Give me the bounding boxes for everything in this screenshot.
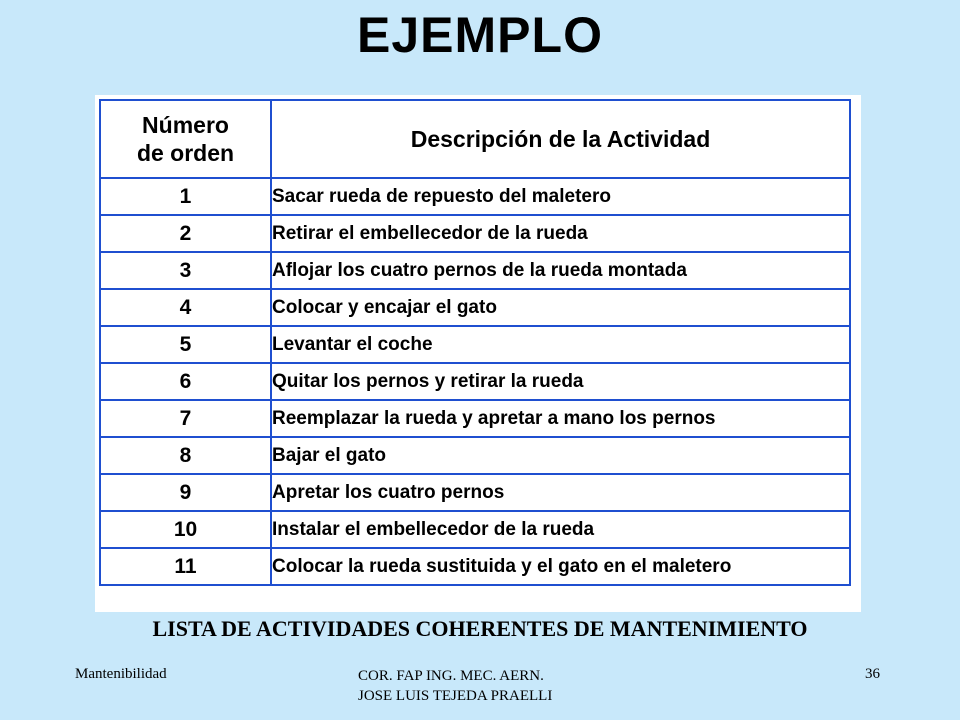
- row-number: 6: [100, 363, 271, 400]
- activity-table: [99, 99, 851, 586]
- table-caption: LISTA DE ACTIVIDADES COHERENTES DE MANTENIMIENTO: [152, 616, 808, 641]
- row-description: Colocar y encajar el gato: [271, 289, 850, 326]
- table-row: [100, 363, 850, 400]
- footer-author-line2: JOSE LUIS TEJEDA PRAELLI: [358, 688, 553, 704]
- activity-table-body: [100, 178, 850, 585]
- footer-page-number: 36: [865, 666, 880, 682]
- table-row: [100, 215, 850, 252]
- row-description: Aflojar los cuatro pernos de la rueda montada: [271, 252, 850, 289]
- row-description: Sacar rueda de repuesto del maletero: [271, 178, 850, 215]
- table-row: [100, 252, 850, 289]
- row-number: 10: [100, 511, 271, 548]
- table-row: [100, 437, 850, 474]
- table-header-row: [100, 100, 850, 178]
- row-description: Colocar la rueda sustituida y el gato en el maletero: [271, 548, 850, 585]
- table-row: [100, 511, 850, 548]
- slide-title: EJEMPLO: [357, 7, 603, 63]
- table-row: [100, 178, 850, 215]
- table-row: [100, 289, 850, 326]
- row-number: 8: [100, 437, 271, 474]
- table-row: [100, 400, 850, 437]
- header-order-number: [100, 100, 271, 178]
- row-number: 2: [100, 215, 271, 252]
- table-row: [100, 326, 850, 363]
- header-activity-description: Descripción de la Actividad: [271, 100, 850, 178]
- header-order-number-line1: Número: [142, 112, 229, 138]
- row-number: 11: [100, 548, 271, 585]
- row-number: 5: [100, 326, 271, 363]
- footer-course-name: Mantenibilidad: [75, 666, 167, 682]
- footer-author-line1: COR. FAP ING. MEC. AERN.: [358, 668, 544, 684]
- row-description: Apretar los cuatro pernos: [271, 474, 850, 511]
- row-description: Bajar el gato: [271, 437, 850, 474]
- row-description: Retirar el embellecedor de la rueda: [271, 215, 850, 252]
- row-number: 1: [100, 178, 271, 215]
- row-number: 9: [100, 474, 271, 511]
- row-description: Levantar el coche: [271, 326, 850, 363]
- header-order-number-line2: de orden: [136, 140, 235, 166]
- row-description: Quitar los pernos y retirar la rueda: [271, 363, 850, 400]
- table-row: [100, 474, 850, 511]
- row-number: 3: [100, 252, 271, 289]
- footer-author: [358, 666, 618, 706]
- row-description: Instalar el embellecedor de la rueda: [271, 511, 850, 548]
- row-number: 4: [100, 289, 271, 326]
- table-row: [100, 548, 850, 585]
- row-number: 7: [100, 400, 271, 437]
- row-description: Reemplazar la rueda y apretar a mano los pernos: [271, 400, 850, 437]
- activity-table-frame: [95, 95, 861, 612]
